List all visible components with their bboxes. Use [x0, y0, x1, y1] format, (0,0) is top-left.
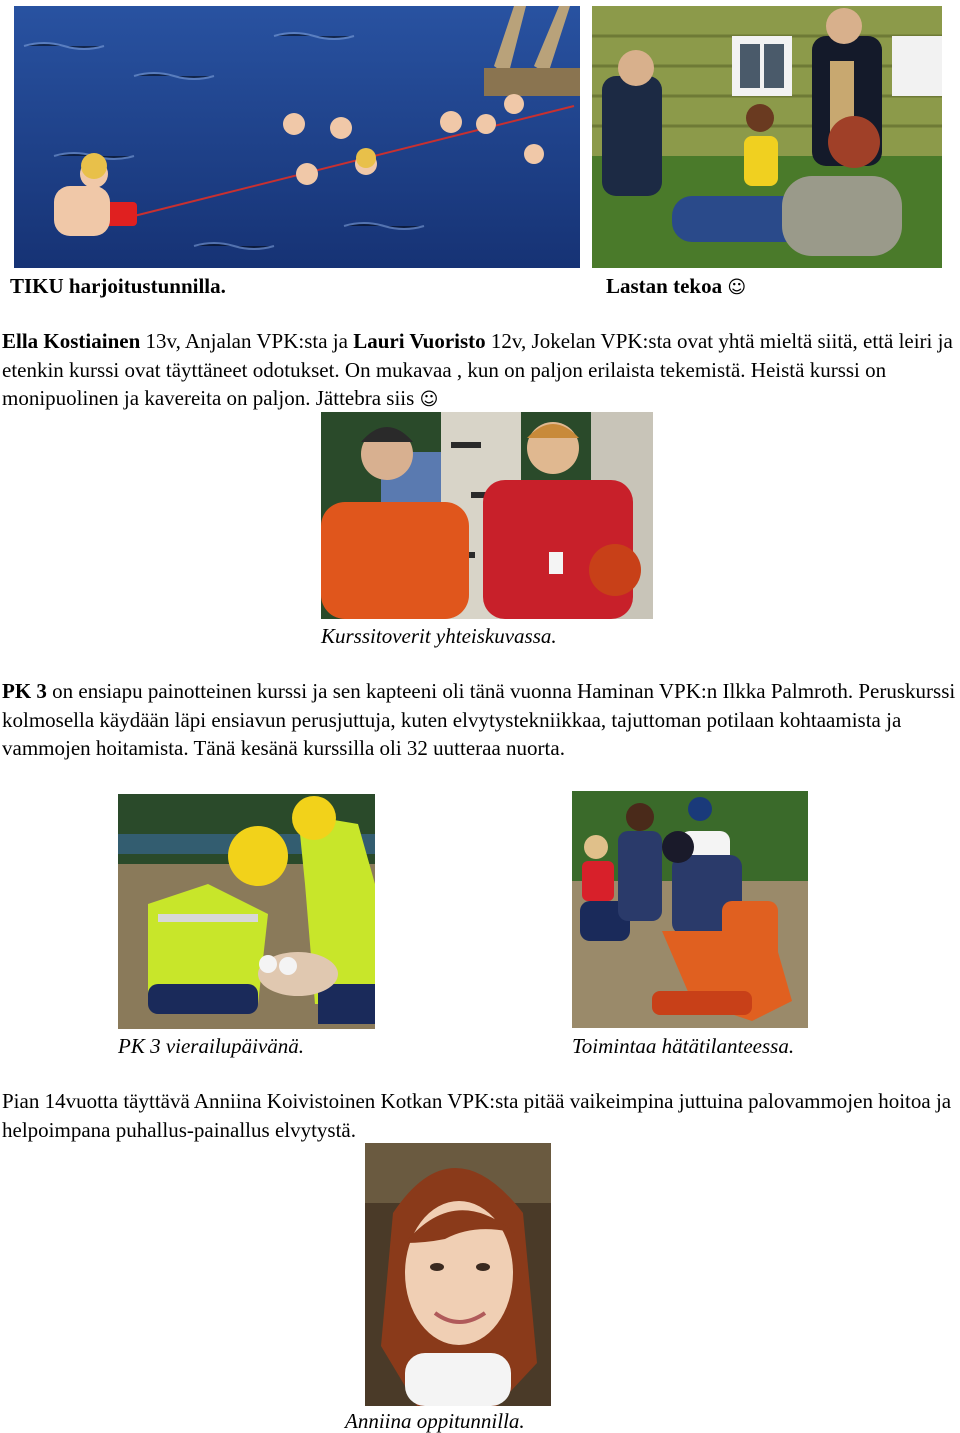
paragraph-anniina: Pian 14vuotta täyttävä Anniina Koivistoinen Kotkan VPK:sta pitää vaikeimpina juttuina palovammojen hoitoa ja helpoimpana puhallus-painallus elvytystä. [2, 1089, 952, 1142]
caption-anniina: Anniina oppitunnilla. [345, 1409, 525, 1433]
caption-lastan-text: Lastan tekoa [606, 274, 723, 298]
photo-tiku-swimming [14, 6, 580, 268]
name-lauri: Lauri Vuoristo [353, 329, 486, 353]
caption-kurssitoverit: Kurssitoverit yhteiskuvassa. [321, 624, 557, 648]
photo-toimintaa [572, 791, 808, 1028]
caption-tiku: TIKU harjoitustunnilla. [10, 274, 226, 298]
paragraph-ella-text2: 12v, Jokelan VPK:sta ovat yhtä mieltä siitä, että leiri ja etenkin kurssi ovat täyttäneet odotukset. On mukavaa , kun on paljon erilaista tekemistä. Heistä kurssi on monipuolinen ja kavereita on paljon. Jättebra siis [2, 329, 953, 410]
smiley-icon: ☺ [419, 389, 439, 410]
caption-lastan-tekoa [606, 274, 746, 300]
paragraph-ella-lauri [2, 327, 960, 415]
paragraph-pk3 [2, 677, 960, 763]
photo-kurssitoverit [321, 412, 653, 619]
photo-pk3-vierailu [118, 794, 375, 1029]
caption-toimintaa: Toimintaa hätätilanteessa. [572, 1034, 795, 1058]
photo-anniina [365, 1143, 551, 1406]
smiley-icon: ☺ [727, 277, 747, 298]
caption-pk3-vierailu: PK 3 vierailupäivänä. [118, 1034, 305, 1058]
paragraph-pk3-text: on ensiapu painotteinen kurssi ja sen kapteeni oli tänä vuonna Haminan VPK:n Ilkka Palmroth. Peruskurssi kolmosella käydään läpi ensiavun perusjuttuja, kuten elvytystekniikkaa, tajuttoman potilaan kohtaamista ja vammojen hoitamista. Tänä kesänä kurssilla oli 32 uutteraa nuorta. [2, 679, 956, 760]
pk3-label: PK 3 [2, 679, 47, 703]
photo-lastan-tekoa [592, 6, 942, 268]
name-ella: Ella Kostiainen [2, 329, 141, 353]
paragraph-ella-text1: 13v, Anjalan VPK:sta ja [140, 329, 354, 353]
